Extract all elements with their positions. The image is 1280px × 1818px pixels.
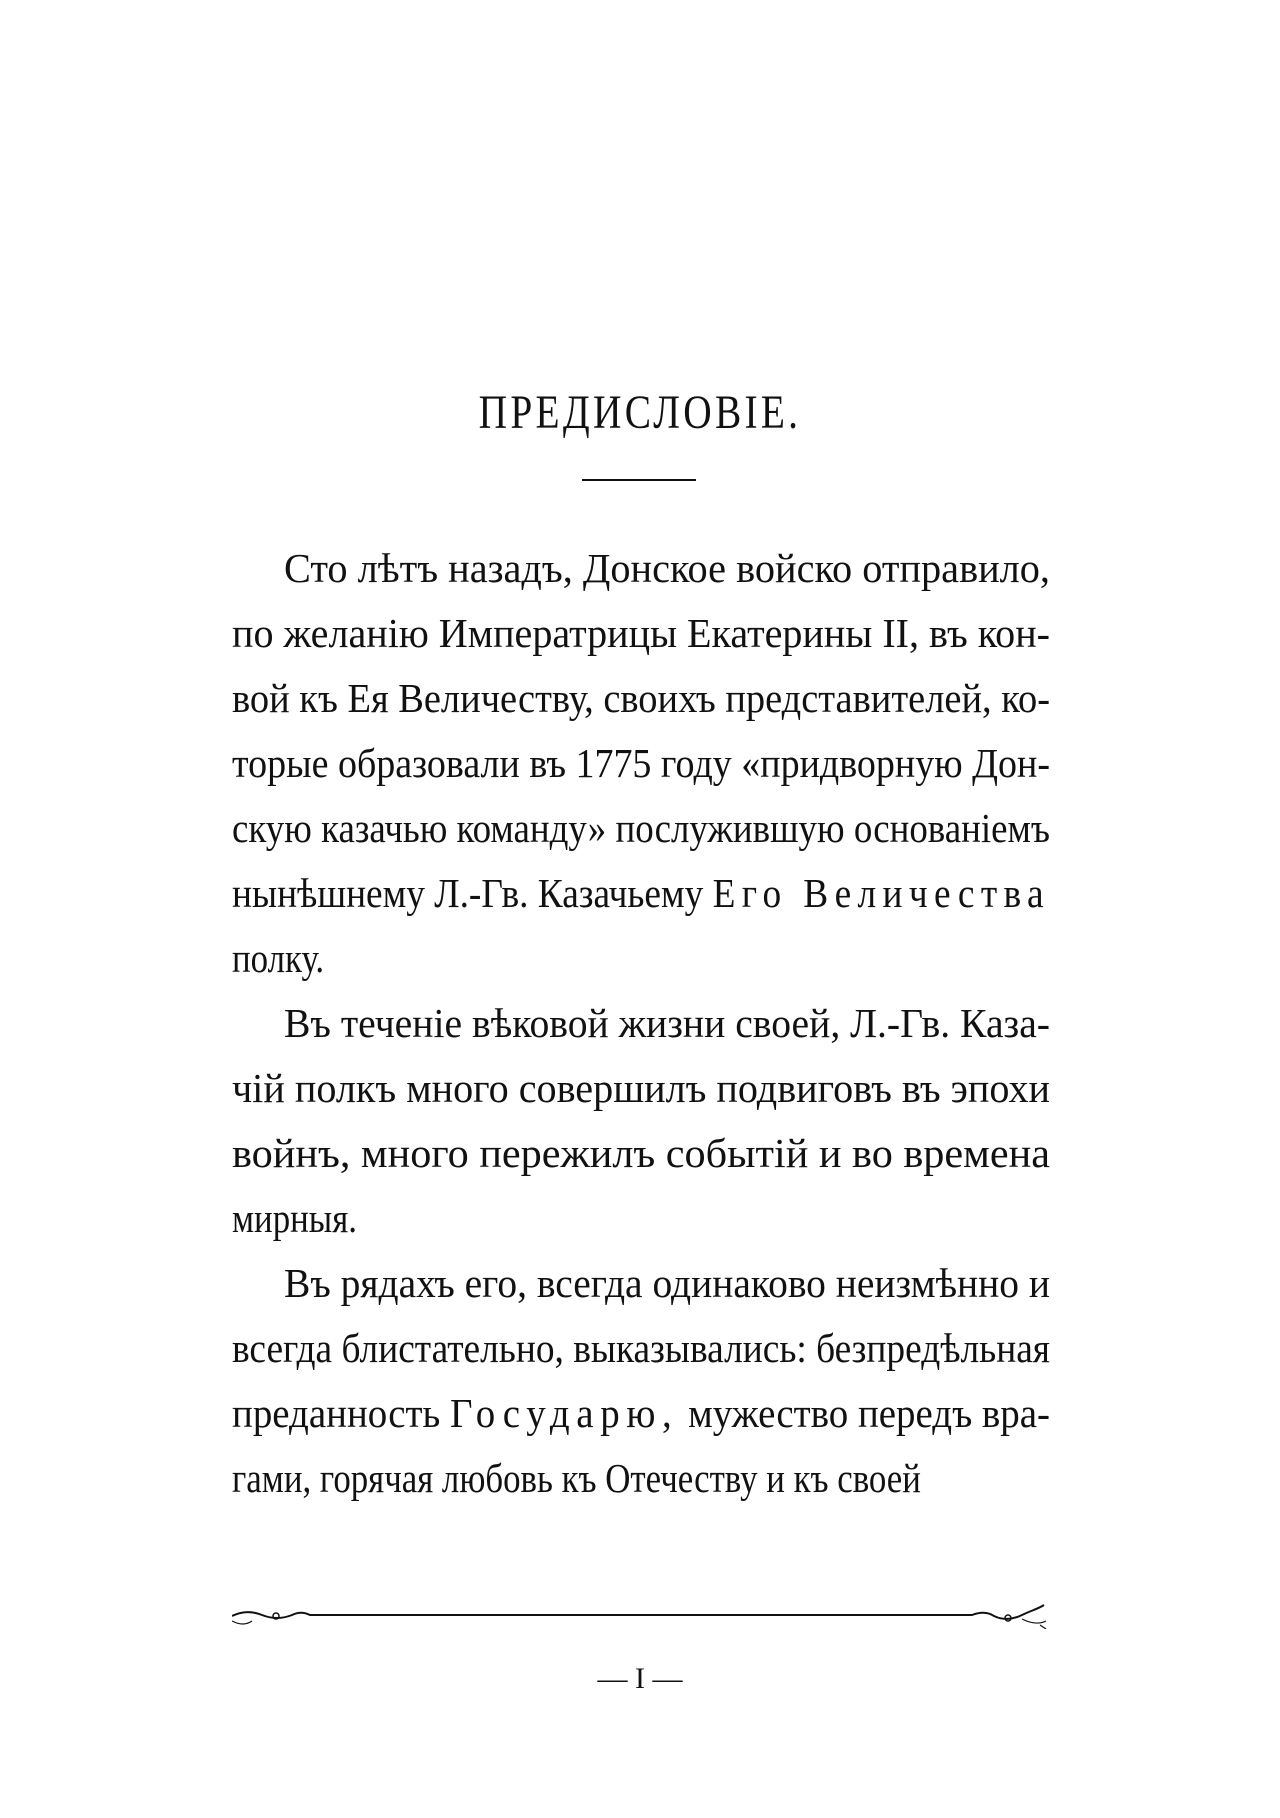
text-line-content [232,1186,357,1251]
text-line [232,1316,1050,1381]
text-segment: всегда блистательно, выказывались: безпредѣльная [232,1325,1050,1371]
text-segment: полку. [232,935,325,981]
page-number: — I — [597,1662,683,1695]
text-line-content [284,991,1050,1056]
text-line-content [232,796,1050,861]
text-line [232,1251,1050,1316]
text-line-content [284,536,1050,601]
text-line-content [232,1381,1050,1446]
text-line [232,991,1050,1056]
text-line [232,1446,1050,1511]
preface-text [232,536,1050,1511]
emphasized-text: Его Величества [712,870,1050,916]
text-segment: войнъ, много пережилъ событій и во времена [232,1130,1050,1176]
text-segment: по желанію Императрицы Екатерины II, въ кон- [232,610,1050,656]
text-segment: торые образовали въ 1775 году «придворную Дон- [232,740,1050,786]
text-line [232,796,1050,861]
ornamental-divider [232,1603,1050,1629]
text-line [232,1381,1050,1446]
text-line-content [232,731,1050,796]
text-segment: гами, горячая любовь къ Отечеству и къ своей [232,1455,921,1501]
text-line [232,861,1050,926]
text-line-content [232,926,324,991]
text-line [232,536,1050,601]
text-segment: нынѣшнему Л.-Гв. Казачьему [232,870,713,916]
text-line [232,601,1050,666]
text-segment: вой къ Ея Величеству, своихъ представителей, ко- [232,675,1050,721]
page-title: ПРЕДИСЛОВІЕ. [478,386,802,439]
text-segment: Сто лѣтъ назадъ, Донское войско отправило, [284,545,1050,591]
text-segment: мужество передъ вра- [678,1390,1050,1436]
emphasized-text: Государю, [449,1390,679,1436]
text-line-content [232,666,1050,731]
text-line-content [232,601,1050,666]
text-line [232,1186,1050,1251]
text-line-content [232,1056,1050,1121]
text-line-content [284,1251,1050,1316]
text-segment: скую казачью команду» послужившую основаніемъ [232,805,1050,851]
text-line [232,926,1050,991]
text-line [232,1056,1050,1121]
text-line-content [232,1121,1050,1186]
text-segment: мирныя. [232,1195,357,1241]
text-line-content [232,1446,921,1511]
title-divider [582,479,696,481]
text-line-content [232,1316,1050,1381]
text-segment: Въ теченіе вѣковой жизни своей, Л.-Гв. Каза- [284,1000,1050,1046]
text-line [232,666,1050,731]
text-line [232,1121,1050,1186]
text-line-content [232,861,1050,926]
text-segment: Въ рядахъ его, всегда одинаково неизмѣнно и [284,1260,1050,1306]
text-segment: преданность [232,1390,450,1436]
text-segment: чій полкъ много совершилъ подвиговъ въ эпохи [232,1065,1050,1111]
text-line [232,731,1050,796]
